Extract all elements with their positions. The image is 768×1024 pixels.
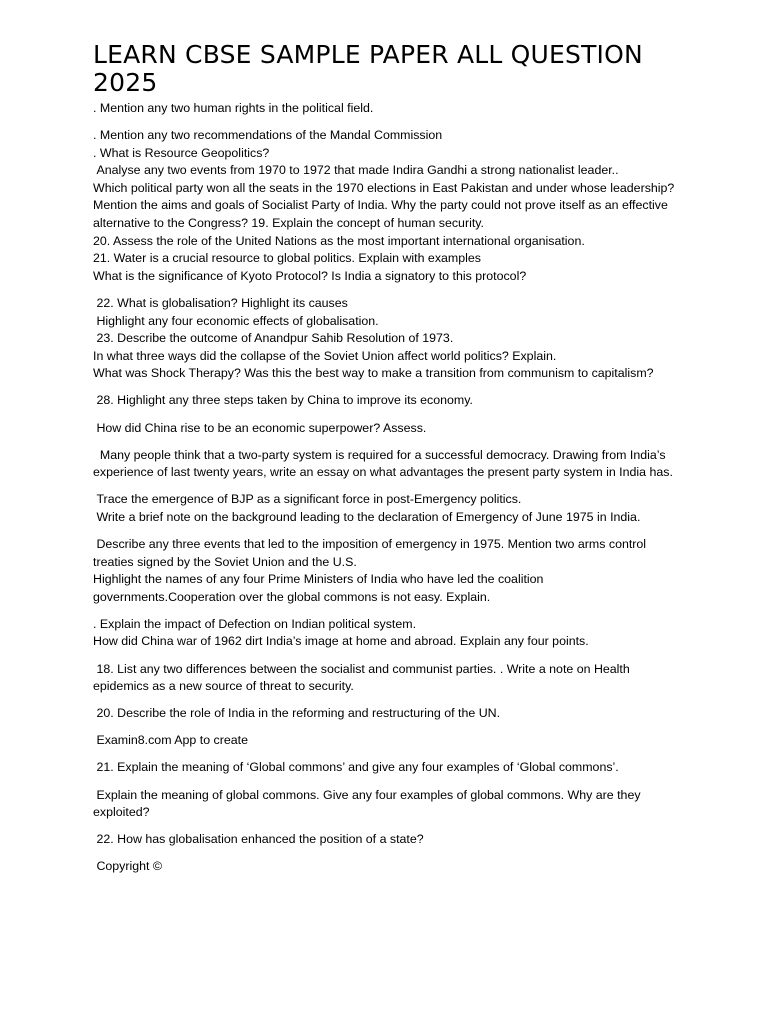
paragraph-global-commons-1: 21. Explain the meaning of ‘Global commons’ and give any four examples of ‘Global commons’.	[93, 760, 619, 775]
document-title: LEARN CBSE SAMPLE PAPER ALL QUESTION 2025	[93, 40, 643, 97]
paragraph-un: 20. Describe the role of India in the reforming and restructuring of the UN.	[93, 706, 501, 721]
document-page	[93, 41, 683, 876]
paragraph-app: Examin8.com App to create	[93, 733, 248, 748]
paragraph-china-steps: 28. Highlight any three steps taken by China to improve its economy.	[93, 393, 473, 408]
paragraph-emergency: Describe any three events that led to the imposition of emergency in 1975. Mention two arms control treaties signed by the Soviet Union and the U.S. Highlight the names of any four Prime Ministers of India who have led the coalition governments.Cooperation over the global commons is not easy. Explain.	[93, 536, 647, 604]
paragraph-two-party: Many people think that a two-party system is required for a successful democracy. Drawing from India’s experience of last twenty years, write an essay on what advantages the present party system in India has.	[93, 447, 673, 480]
paragraph-bjp: Trace the emergence of BJP as a significant force in post-Emergency politics. Write a brief note on the background leading to the declaration of Emergency of June 1975 in India.	[96, 492, 641, 524]
paragraph-state: 22. How has globalisation enhanced the position of a state?	[93, 832, 424, 847]
paragraph-globalisation: 22. What is globalisation? Highlight its causes Highlight any four economic effects of globalisation. 23. Describe the outcome of Anandpur Sahib Resolution of 1973. In what three ways did the collapse of the Soviet Union affect world politics? Explain. What was Shock Therapy? Was this the best way to make a transition from communism to capitalism?	[93, 295, 654, 381]
paragraph-global-commons-2: Explain the meaning of global commons. Give any four examples of global commons. Why are they exploited?	[93, 787, 644, 820]
paragraph-socialist: 18. List any two differences between the socialist and communist parties. . Write a note on Health epidemics as a new source of threat to security.	[93, 661, 634, 694]
paragraph-defection: . Explain the impact of Defection on Indian political system. How did China war of 1962 dirt India’s image at home and abroad. Explain any four points.	[93, 616, 589, 649]
paragraph-china-superpower: How did China rise to be an economic superpower? Assess.	[93, 420, 427, 435]
paragraph-mandal: . Mention any two recommendations of the Mandal Commission . What is Resource Geopolitics? Analyse any two events from 1970 to 1972 that made Indira Gandhi a strong nationalist leader.. Which political party won all the seats in the 1970 elections in East Pakistan and under whose leadership? Mention the aims and goals of Socialist Party of India. Why the party could not prove itself as an effective alternative to the Congress? 19. Explain the concept of human security. 20. Assess the role of the United Nations as the most important international organisation. 21. Water is a crucial resource to global politics. Explain with examples What is the significance of Kyoto Protocol? Is India a signatory to this protocol?	[93, 128, 675, 283]
paragraph-rights: . Mention any two human rights in the political field.	[93, 101, 374, 115]
copyright-text: Copyright ©	[93, 859, 163, 874]
